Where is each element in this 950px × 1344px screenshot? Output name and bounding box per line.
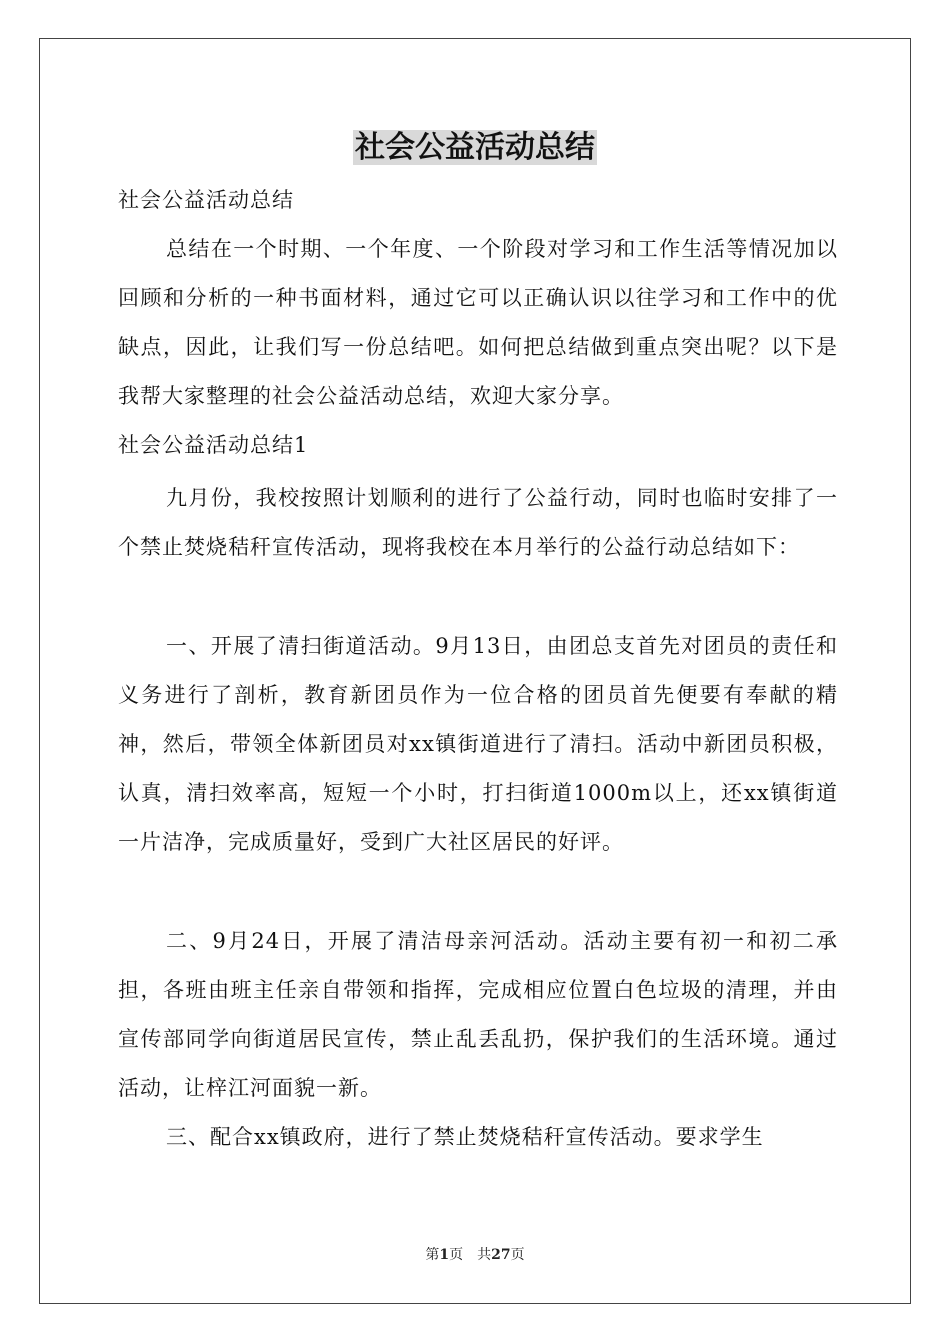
footer-page-number: 1 bbox=[439, 1247, 450, 1263]
section-heading: 社会公益活动总结1 bbox=[118, 433, 309, 457]
paragraph-1: 九月份，我校按照计划顺利的进行了公益行动，同时也临时安排了一个禁止焚烧秸秆宣传活动，现将我校在本月举行的公益行动总结如下： bbox=[118, 486, 838, 559]
page-footer bbox=[0, 1245, 950, 1265]
paragraph-3: 二、9月24日，开展了清洁母亲河活动。活动主要有初一和初二承担，各班由班主任亲自带领和指挥，完成相应位置白色垃圾的清理，并由宣传部同学向街道居民宣传，禁止乱丢乱扔，保护我们的生活环境。通过活动，让梓江河面貌一新。 bbox=[118, 929, 838, 1100]
footer-page-suffix: 页 bbox=[449, 1247, 464, 1263]
footer-total-prefix: 共 bbox=[477, 1247, 492, 1263]
footer-page-prefix: 第 bbox=[425, 1247, 440, 1263]
intro-paragraph: 总结在一个时期、一个年度、一个阶段对学习和工作生活等情况加以回顾和分析的一种书面材料，通过它可以正确认识以往学习和工作中的优缺点，因此，让我们写一份总结吧。如何把总结做到重点突出呢？以下是我帮大家整理的社会公益活动总结，欢迎大家分享。 bbox=[118, 237, 838, 408]
document-title-text: 社会公益活动总结 bbox=[355, 130, 595, 165]
paragraph-2: 一、开展了清扫街道活动。9月13日，由团总支首先对团员的责任和义务进行了剖析，教育新团员作为一位合格的团员首先便要有奉献的精神，然后，带领全体新团员对xx镇街道进行了清扫。活动中新团员积极，认真，清扫效率高，短短一个小时，打扫街道1000m以上，还xx镇街道一片洁净，完成质量好，受到广大社区居民的好评。 bbox=[118, 634, 838, 854]
footer-total-suffix: 页 bbox=[510, 1247, 525, 1263]
footer-total-pages: 27 bbox=[491, 1247, 511, 1263]
document-subtitle: 社会公益活动总结 bbox=[118, 188, 294, 212]
paragraph-4: 三、配合xx镇政府，进行了禁止焚烧秸秆宣传活动。要求学生 bbox=[166, 1125, 764, 1149]
document-title bbox=[0, 126, 950, 170]
